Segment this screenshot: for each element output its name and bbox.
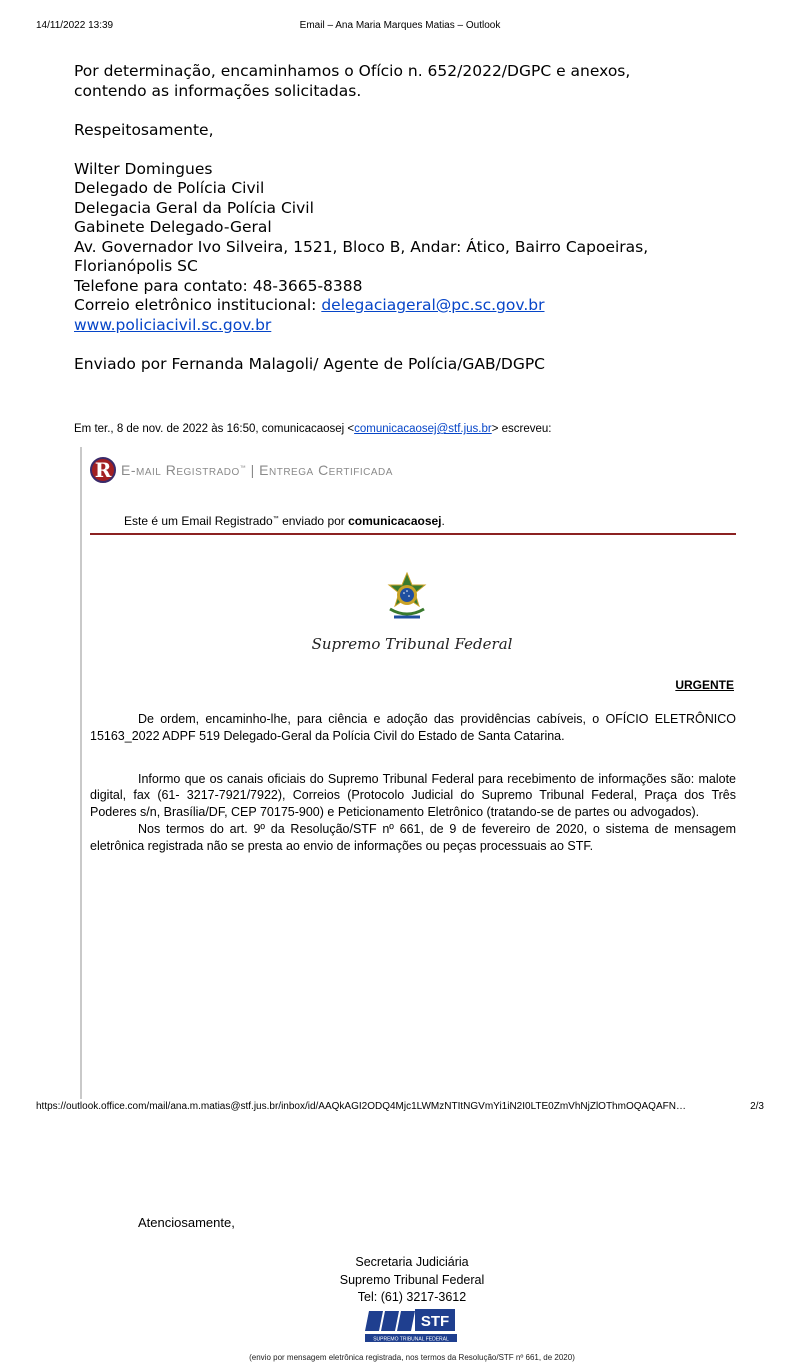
- registered-r-logo-icon: R: [90, 457, 116, 483]
- brand-tagline: Entrega Certificada: [259, 462, 393, 478]
- message-body: [90, 711, 736, 855]
- registered-middle: enviado por: [278, 514, 349, 528]
- signature-address-1: Av. Governador Ivo Silveira, 1521, Bloco B, Andar: Ático, Bairro Capoeiras,: [74, 237, 649, 256]
- print-title: Email – Ana Maria Marques Matias – Outlook: [299, 20, 501, 31]
- quote-header: [74, 423, 552, 435]
- stf-logo-text: STF: [420, 1313, 450, 1330]
- registered-sender: comunicacaosej: [348, 514, 442, 528]
- reply-line-1: Por determinação, encaminhamos o Ofício n. 652/2022/DGPC e anexos,: [74, 62, 631, 80]
- signature-court-phone: Tel: (61) 3217-3612: [357, 1290, 467, 1304]
- signature-org: Delegacia Geral da Polícia Civil: [74, 198, 314, 217]
- stf-logo-subtext: SUPREMO TRIBUNAL FEDERAL: [373, 1336, 449, 1343]
- signature-name: Wilter Domingues: [74, 159, 213, 178]
- signature-office: Gabinete Delegado-Geral: [74, 218, 272, 236]
- registered-end: .: [441, 514, 445, 528]
- reply-line-2: contendo as informações solicitadas.: [74, 81, 362, 100]
- message-closing: Atenciosamente,: [138, 1215, 235, 1230]
- brand-service: E-mail Registrado: [121, 462, 240, 478]
- reply-greeting: Respeitosamente,: [74, 120, 214, 139]
- red-divider: [90, 533, 736, 535]
- message-paragraph-1: De ordem, encaminho-lhe, para ciência e adoção das providências cabíveis, o OFÍCIO ELETRÔNICO 15163_2022 ADPF 519 Delegado-Geral da Polícia Civil do Estado de Santa Catarina.: [90, 712, 736, 743]
- message-paragraph-3: Nos termos do art. 9º da Resolução/STF nº 661, de 9 de fevereiro de 2020, o sistema de mensagem eletrônica registrada não se presta ao envio de informações ou peças processuais ao STF.: [90, 821, 736, 853]
- brand-separator: |: [246, 462, 260, 478]
- sent-by-line: Enviado por Fernanda Malagoli/ Agente de Polícia/GAB/DGPC: [74, 354, 546, 373]
- signature-court: Supremo Tribunal Federal: [339, 1272, 485, 1287]
- print-datetime: 14/11/2022 13:39: [36, 20, 114, 31]
- signature-dept: Secretaria Judiciária: [355, 1255, 469, 1269]
- print-page-number: 2/3: [750, 1101, 764, 1112]
- signature-address-2: Florianópolis SC: [74, 257, 198, 275]
- signature-website-link[interactable]: www.policiacivil.sc.gov.br: [74, 315, 272, 334]
- registered-email-brand: [90, 457, 393, 483]
- signature-email-link[interactable]: delegaciageral@pc.sc.gov.br: [321, 296, 545, 314]
- signature-phone: Telefone para contato: 48-3665-8388: [74, 276, 363, 295]
- registered-prefix: Este é um Email Registrado: [124, 514, 273, 528]
- signature-email-row: [74, 296, 754, 316]
- signature-role: Delegado de Polícia Civil: [74, 179, 265, 197]
- quote-suffix: > escreveu:: [491, 423, 552, 435]
- registered-notice: [124, 514, 445, 528]
- signature-email-label: Correio eletrônico institucional:: [74, 296, 322, 314]
- reply-body: [74, 62, 754, 374]
- brand-tm: ™: [239, 465, 247, 472]
- print-header: [0, 20, 800, 34]
- message-paragraph-2: Informo que os canais oficiais do Supremo Tribunal Federal para recebimento de informações são: malote digital, fax (61- 3217-7921/7922), Correios (Protocolo Judicial do Supremo Tribunal Federal, Praça dos Três Poderes s/n, Brasília/DF, CEP 70175-900) e Peticionamento Eletrônico (tratando-se de partes ou advogados).: [90, 771, 736, 820]
- urgent-label: URGENTE: [675, 678, 734, 692]
- brazil-coat-of-arms-icon: [382, 571, 432, 627]
- registered-tm: ™: [272, 516, 279, 522]
- print-url: https://outlook.office.com/mail/ana.m.matias@stf.jus.br/inbox/id/AAQkAGI2ODQ4Mjc1LWMzNTItNGVmYi1iN2I0LTE0ZmVhNjZlOThmOQAQAFN…: [36, 1101, 686, 1112]
- court-signature: [82, 1254, 742, 1307]
- stf-logo-icon: [365, 1307, 457, 1343]
- quote-prefix: Em ter., 8 de nov. de 2022 às 16:50, comunicacaosej <: [74, 423, 355, 435]
- signature-footnote: (envio por mensagem eletrônica registrada, nos termos da Resolução/STF nº 661, de 2020): [249, 1353, 575, 1362]
- court-name-script: Supremo Tribunal Federal: [311, 635, 513, 653]
- brand-text: [121, 462, 393, 478]
- quote-sender-email-link[interactable]: comunicacaosej@stf.jus.br: [354, 423, 492, 435]
